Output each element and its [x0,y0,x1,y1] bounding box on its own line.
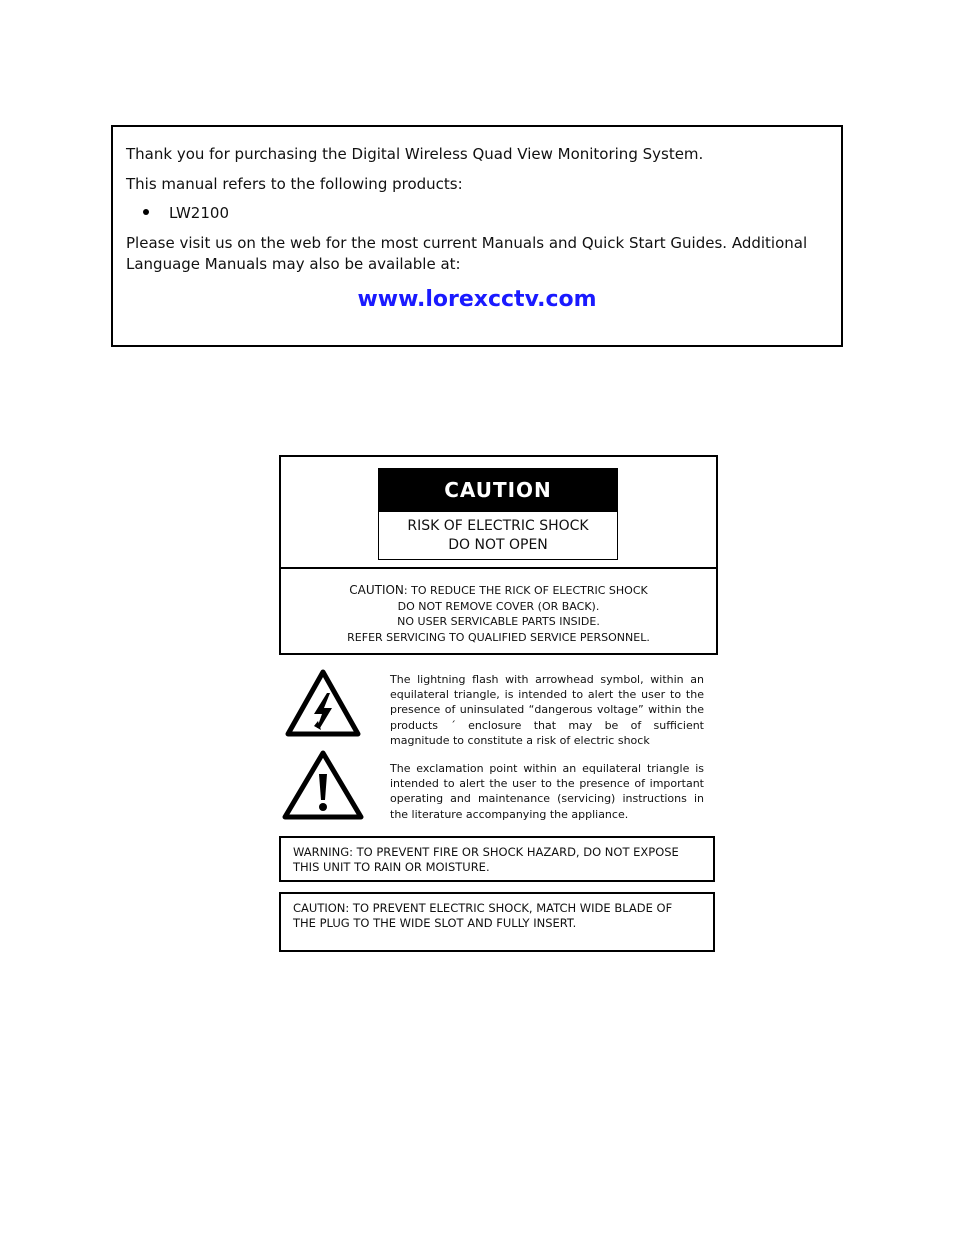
lightning-triangle-icon [284,668,362,738]
plug-caution-line1: CAUTION: TO PREVENT ELECTRIC SHOCK, MATCH WIDE BLADE OF [293,901,673,915]
caution-text-line1: : TO REDUCE THE RICK OF ELECTRIC SHOCK [403,584,648,597]
caution-label [378,468,618,560]
exclamation-description: The exclamation point within an equilateral triangle is intended to alert the user to the presence of important operating and maintenance (servicing) instructions in the literature accompanying the appliance. [390,762,704,821]
caution-text-line4: REFER SERVICING TO QUALIFIED SERVICE PERSONNEL. [347,630,650,644]
plug-caution-line2: THE PLUG TO THE WIDE SLOT AND FULLY INSERT. [293,916,577,930]
caution-text-line3: NO USER SERVICABLE PARTS INSIDE. [397,615,600,628]
plug-caution-box [279,892,715,952]
intro-box [111,125,843,347]
warning-box [279,836,715,882]
product-name: LW2100 [169,204,229,222]
intro-products-heading: This manual refers to the following products: [126,175,463,193]
bullet-icon [143,209,149,215]
website-link[interactable]: www.lorexcctv.com [357,287,597,312]
lightning-description: The lightning flash with arrowhead symbol, within an equilateral triangle, is intended to alert the user to the presence of uninsulated “dangerous voltage” within the products ´ enclosure that may be of sufficient magnitude to constitute a risk of electric shock [390,673,704,747]
intro-thank-you: Thank you for purchasing the Digital Wireless Quad View Monitoring System. [126,145,704,163]
caution-label-title: CAUTION [379,469,617,512]
caution-label-line1: RISK OF ELECTRIC SHOCK [407,518,589,534]
warning-line1: WARNING: TO PREVENT FIRE OR SHOCK HAZARD, DO NOT EXPOSE [293,845,679,859]
caution-text-lead: CAUTION [349,583,404,597]
caution-text [281,583,716,645]
caution-label-line2: DO NOT OPEN [448,537,548,553]
warning-line2: THIS UNIT TO RAIN OR MOISTURE. [293,860,490,874]
caution-panel [279,455,718,655]
exclamation-triangle-icon [280,748,366,822]
intro-visit-text: Please visit us on the web for the most current Manuals and Quick Start Guides. Additional Language Manuals may also be available at: [126,234,808,273]
caution-label-area [281,457,716,569]
caution-text-line2: DO NOT REMOVE COVER (OR BACK). [397,599,600,613]
caution-label-body [379,512,617,555]
product-list-item [143,203,229,224]
